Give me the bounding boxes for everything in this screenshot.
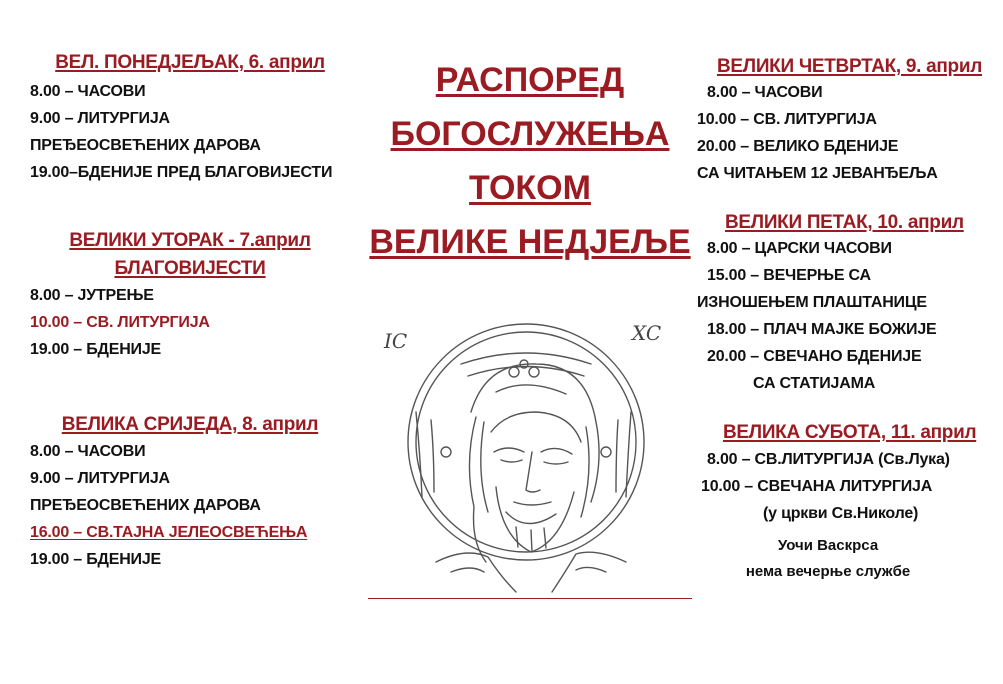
- schedule-line: 9.00 – ЛИТУРГИЈА: [30, 110, 170, 127]
- schedule-line: 19.00 – БДЕНИЈЕ: [30, 341, 162, 358]
- schedule-line: ИЗНОШЕЊЕМ ПЛАШТАНИЦЕ: [697, 294, 927, 311]
- tuesday-section: [30, 230, 350, 363]
- tuesday-subheading: БЛАГОВИЈЕСТИ: [114, 258, 266, 279]
- page-title-line: ТОКОМ: [469, 169, 591, 207]
- christ-icon-drawing: [376, 302, 694, 602]
- friday-section: [693, 212, 993, 397]
- monday-section: [30, 52, 350, 186]
- thursday-heading: ВЕЛИКИ ЧЕТВРТАК, 9. април: [717, 56, 982, 77]
- monday-heading: ВЕЛ. ПОНЕДЈЕЉАК, 6. април: [55, 52, 325, 73]
- schedule-line: СА СТАТИЈАМА: [753, 375, 876, 392]
- christ-icon: [376, 302, 694, 602]
- tuesday-heading: ВЕЛИКИ УТОРАК - 7.април: [69, 230, 311, 251]
- schedule-line: 20.00 – ВЕЛИКО БДЕНИЈЕ: [697, 138, 899, 155]
- schedule-line: 10.00 – СВ. ЛИТУРГИЈА: [30, 314, 210, 331]
- inscription-right: XC: [632, 321, 662, 345]
- schedule-line: 15.00 – ВЕЧЕРЊЕ СА: [707, 267, 871, 284]
- schedule-line: 18.00 – ПЛАЧ МАЈКЕ БОЖИЈЕ: [707, 321, 937, 338]
- schedule-line: СА ЧИТАЊЕМ 12 ЈЕВАНЂЕЉА: [697, 165, 938, 182]
- wednesday-section: [30, 414, 350, 573]
- schedule-line: (у цркви Св.Николе): [763, 505, 919, 522]
- friday-heading: ВЕЛИКИ ПЕТАК, 10. април: [725, 212, 964, 233]
- wednesday-heading: ВЕЛИКА СРИЈЕДА, 8. април: [61, 414, 319, 435]
- schedule-line: 19.00–БДЕНИЈЕ ПРЕД БЛАГОВИЈЕСТИ: [30, 164, 333, 181]
- schedule-line: ПРЕЂЕОСВЕЋЕНИХ ДАРОВА: [30, 137, 261, 154]
- divider-line: [368, 598, 692, 599]
- schedule-line: 8.00 – ЧАСОВИ: [30, 443, 146, 460]
- schedule-line: 10.00 – СВЕЧАНА ЛИТУРГИЈА: [701, 478, 933, 495]
- saturday-section: [693, 422, 993, 585]
- page-title-line: БОГОСЛУЖЕЊА: [390, 115, 670, 153]
- schedule-line: 8.00 – ЈУТРЕЊЕ: [30, 287, 154, 304]
- thursday-section: [693, 56, 993, 187]
- schedule-line: 20.00 – СВЕЧАНО БДЕНИЈЕ: [707, 348, 922, 365]
- schedule-line: 9.00 – ЛИТУРГИЈА: [30, 470, 170, 487]
- note-line: нема вечерње службе: [745, 563, 911, 580]
- schedule-line: 10.00 – СВ. ЛИТУРГИЈА: [697, 111, 877, 128]
- page-title-line: РАСПОРЕД: [435, 61, 625, 99]
- schedule-line: 8.00 – ЧАСОВИ: [30, 83, 146, 100]
- schedule-line: 8.00 – СВ.ЛИТУРГИЈА (Св.Лука): [707, 451, 950, 468]
- schedule-line: 8.00 – ЦАРСКИ ЧАСОВИ: [707, 240, 892, 257]
- schedule-line: 19.00 – БДЕНИЈЕ: [30, 551, 162, 568]
- page-title-line: ВЕЛИКЕ НЕДЈЕЉЕ: [369, 223, 691, 261]
- note-line: Уочи Васкрса: [777, 537, 879, 554]
- saturday-heading: ВЕЛИКА СУБОТА, 11. април: [723, 422, 977, 443]
- schedule-line: 16.00 – СВ.ТАЈНА ЈЕЛЕОСВЕЋЕЊА: [30, 524, 308, 541]
- schedule-line: 8.00 – ЧАСОВИ: [707, 84, 823, 101]
- inscription-left: IC: [384, 329, 408, 353]
- schedule-line: ПРЕЂЕОСВЕЋЕНИХ ДАРОВА: [30, 497, 261, 514]
